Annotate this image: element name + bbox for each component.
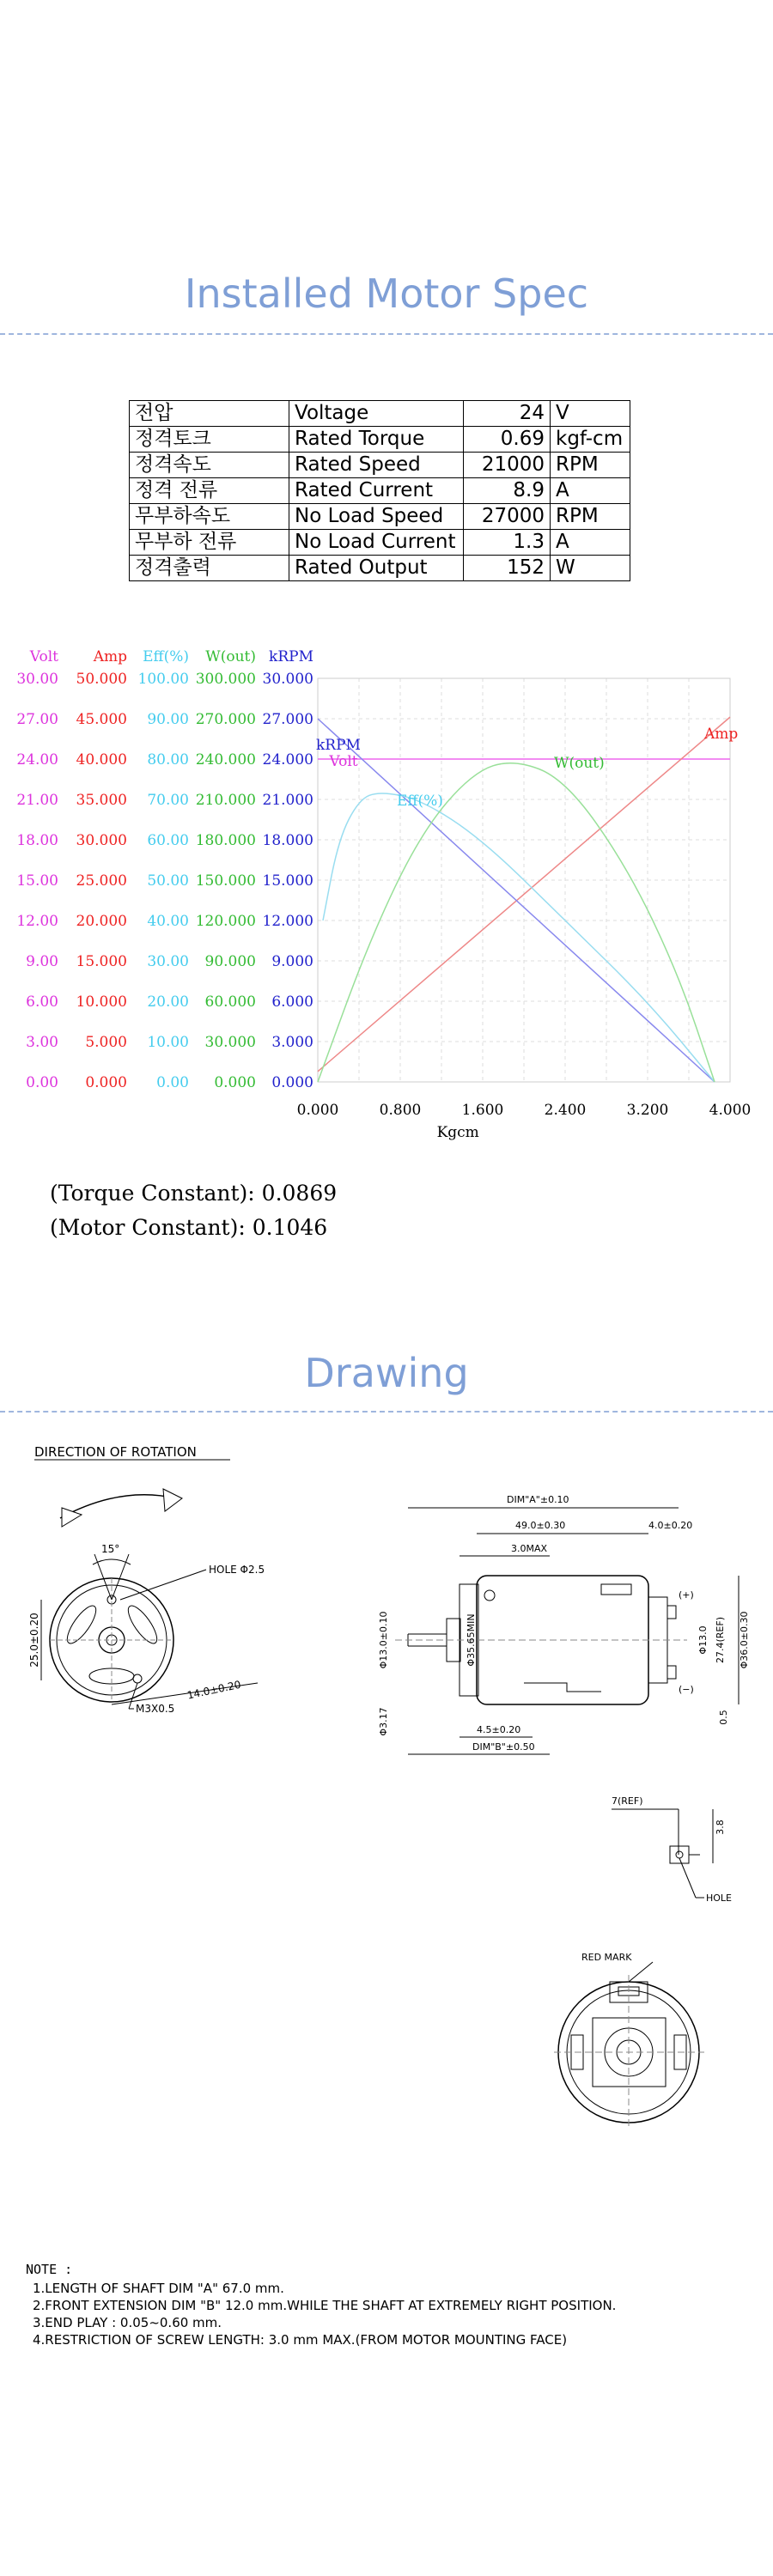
motor-constant: (Motor Constant): 0.1046 [50, 1215, 328, 1240]
spec-label-ko: 무부하 전류 [130, 530, 289, 556]
y-tick-label: 30.000 [262, 671, 313, 688]
dim-45-label: 4.5±0.20 [477, 1724, 521, 1735]
dim-4-label: 4.0±0.20 [648, 1520, 693, 1531]
spec-unit: V [551, 401, 630, 427]
hole-label: HOLE Φ2.5 [209, 1564, 265, 1576]
y-tick-label: 20.00 [147, 993, 189, 1011]
spec-section-title: Installed Motor Spec [184, 270, 589, 317]
y-axis-header: W(out) [205, 648, 256, 665]
angle-label: 15° [101, 1543, 120, 1555]
y-tick-label: 15.00 [16, 872, 58, 890]
y-tick-label: 9.00 [26, 953, 58, 970]
y-tick-label: 270.000 [195, 711, 256, 728]
x-tick-label: 4.000 [709, 1102, 752, 1119]
spec-label-en: Rated Torque [289, 427, 464, 453]
y-tick-label: 180.000 [195, 832, 256, 849]
note-title: NOTE : [26, 2262, 73, 2277]
m3-label: M3X0.5 [136, 1703, 175, 1715]
spec-label-en: Voltage [289, 401, 464, 427]
y-tick-label: 30.000 [204, 1034, 256, 1051]
y-tick-label: 30.000 [76, 832, 127, 849]
y-tick-label: 5.000 [85, 1034, 127, 1051]
series-label: Amp [704, 726, 739, 743]
spec-label-en: Rated Current [289, 478, 464, 504]
note-line: 1.LENGTH OF SHAFT DIM "A" 67.0 mm. [33, 2281, 284, 2296]
dim-3565-label: Φ35.65MIN [466, 1613, 477, 1667]
spec-unit: RPM [551, 453, 630, 478]
x-tick-label: 1.600 [461, 1102, 504, 1119]
y-tick-label: 3.00 [26, 1034, 58, 1051]
y-tick-label: 45.000 [76, 711, 127, 728]
spec-unit: RPM [551, 504, 630, 530]
table-row [130, 453, 630, 478]
series-line-krpm [318, 719, 715, 1082]
spec-label-ko: 정격토크 [130, 427, 289, 453]
y-tick-label: 10.00 [147, 1034, 189, 1051]
spec-unit: A [551, 530, 630, 556]
x-tick-label: 0.000 [296, 1102, 339, 1119]
y-tick-label: 24.00 [16, 751, 58, 769]
dim-13b-label: Φ13.0 [697, 1625, 709, 1655]
y-tick-label: 21.00 [16, 792, 58, 809]
performance-chart [0, 635, 773, 1168]
y-tick-label: 18.000 [262, 832, 313, 849]
spec-label-en: No Load Current [289, 530, 464, 556]
table-row [130, 401, 630, 427]
table-row [130, 530, 630, 556]
spec-unit: kgf-cm [551, 427, 630, 453]
spec-label-en: Rated Speed [289, 453, 464, 478]
y-tick-label: 20.000 [76, 913, 127, 930]
y-tick-label: 6.000 [271, 993, 313, 1011]
negative-terminal-label: (−) [679, 1684, 694, 1695]
spec-unit: W [551, 556, 630, 581]
dim-b-label: DIM"B"±0.50 [472, 1741, 535, 1753]
spec-value: 27000 [464, 504, 551, 530]
y-tick-label: 0.000 [85, 1074, 127, 1091]
spec-label-ko: 전압 [130, 401, 289, 427]
spec-label-en: No Load Speed [289, 504, 464, 530]
table-row [130, 556, 630, 581]
motor-front-view [50, 1554, 173, 1702]
note-line: 2.FRONT EXTENSION DIM "B" 12.0 mm.WHILE THE SHAFT AT EXTREMELY RIGHT POSITION. [33, 2298, 617, 2313]
dim-14-label: 14.0±0.20 [186, 1678, 242, 1702]
dim-317-label: Φ3.17 [378, 1707, 389, 1736]
y-tick-label: 15.000 [262, 872, 313, 890]
motor-drawing [0, 1425, 773, 2370]
spec-label-en: Rated Output [289, 556, 464, 581]
dim-7-label: 7(REF) [612, 1795, 643, 1807]
spec-value: 8.9 [464, 478, 551, 504]
section-divider [0, 1411, 773, 1413]
y-tick-label: 60.00 [147, 832, 189, 849]
y-tick-label: 27.00 [16, 711, 58, 728]
x-axis-label: Kgcm [436, 1124, 479, 1141]
y-tick-label: 0.00 [26, 1074, 58, 1091]
dim-05-label: 0.5 [718, 1710, 729, 1725]
dim-13-label: Φ13.0±0.10 [378, 1611, 389, 1669]
hole-label-2: HOLE [706, 1893, 733, 1904]
x-tick-label: 0.800 [379, 1102, 422, 1119]
torque-constant: (Torque Constant): 0.0869 [50, 1181, 338, 1206]
y-tick-label: 12.000 [262, 913, 313, 930]
y-tick-label: 0.000 [214, 1074, 256, 1091]
y-tick-label: 240.000 [195, 751, 256, 769]
y-axis-header: Volt [29, 648, 58, 665]
y-tick-label: 27.000 [262, 711, 313, 728]
y-tick-label: 0.00 [156, 1074, 189, 1091]
y-tick-label: 30.00 [16, 671, 58, 688]
table-row [130, 427, 630, 453]
drawing-section-title: Drawing [304, 1350, 469, 1396]
y-tick-label: 21.000 [262, 792, 313, 809]
y-tick-label: 12.00 [16, 913, 58, 930]
spec-unit: A [551, 478, 630, 504]
spec-label-ko: 정격 전류 [130, 478, 289, 504]
terminal-detail [612, 1795, 732, 1904]
y-tick-label: 70.00 [147, 792, 189, 809]
series-label: Volt [329, 753, 358, 770]
y-tick-label: 3.000 [271, 1034, 313, 1051]
y-tick-label: 90.000 [204, 953, 256, 970]
rotation-arrow-tail [62, 1508, 82, 1527]
y-axis-header: Amp [93, 648, 127, 665]
motor-rear-view [554, 1962, 704, 2129]
spec-value: 0.69 [464, 427, 551, 453]
y-tick-label: 10.000 [76, 993, 127, 1011]
direction-label: DIRECTION OF ROTATION [34, 1444, 197, 1460]
positive-terminal-label: (+) [679, 1589, 694, 1601]
dim-36-label: Φ36.0±0.30 [739, 1611, 750, 1669]
spec-label-ko: 무부하속도 [130, 504, 289, 530]
y-tick-label: 6.00 [26, 993, 58, 1011]
dim-38-label: 3.8 [715, 1820, 726, 1835]
y-tick-label: 300.000 [195, 671, 256, 688]
y-tick-label: 50.00 [147, 872, 189, 890]
y-tick-label: 40.000 [76, 751, 127, 769]
y-tick-label: 40.00 [147, 913, 189, 930]
y-tick-label: 30.00 [147, 953, 189, 970]
spec-value: 24 [464, 401, 551, 427]
spec-label-ko: 정격속도 [130, 453, 289, 478]
spec-value: 152 [464, 556, 551, 581]
y-tick-label: 120.000 [195, 913, 256, 930]
spec-table [129, 400, 630, 581]
spec-value: 21000 [464, 453, 551, 478]
dim-25-label: 25.0±0.20 [28, 1613, 40, 1668]
series-label: kRPM [316, 737, 361, 754]
y-tick-label: 0.000 [271, 1074, 313, 1091]
series-line-eff [323, 793, 715, 1082]
dim-274-label: 27.4(REF) [715, 1617, 726, 1663]
y-axis-header: Eff(%) [143, 648, 189, 665]
y-tick-label: 90.00 [147, 711, 189, 728]
motor-side-view [395, 1576, 687, 1704]
note-line: 3.END PLAY : 0.05~0.60 mm. [33, 2315, 222, 2330]
dim-a-label: DIM"A"±0.10 [507, 1494, 569, 1505]
series-line-wout [318, 763, 715, 1082]
y-tick-label: 35.000 [76, 792, 127, 809]
y-tick-label: 24.000 [262, 751, 313, 769]
x-tick-label: 2.400 [544, 1102, 587, 1119]
spec-label-ko: 정격출력 [130, 556, 289, 581]
series-label: W(out) [554, 755, 605, 772]
y-tick-label: 18.00 [16, 832, 58, 849]
y-tick-label: 210.000 [195, 792, 256, 809]
y-tick-label: 15.000 [76, 953, 127, 970]
y-tick-label: 150.000 [195, 872, 256, 890]
spec-value: 1.3 [464, 530, 551, 556]
section-divider [0, 333, 773, 335]
y-tick-label: 80.00 [147, 751, 189, 769]
y-axis-header: kRPM [269, 648, 313, 665]
y-tick-label: 9.000 [271, 953, 313, 970]
y-tick-label: 25.000 [76, 872, 127, 890]
dim-49-label: 49.0±0.30 [515, 1520, 566, 1531]
dim-3max-label: 3.0MAX [511, 1543, 548, 1554]
table-row [130, 478, 630, 504]
series-label: Eff(%) [397, 793, 443, 810]
table-row [130, 504, 630, 530]
red-mark-label: RED MARK [581, 1952, 632, 1963]
y-tick-label: 100.00 [137, 671, 189, 688]
y-tick-label: 50.000 [76, 671, 127, 688]
note-line: 4.RESTRICTION OF SCREW LENGTH: 3.0 mm MAX.(FROM MOTOR MOUNTING FACE) [33, 2332, 568, 2348]
y-tick-label: 60.000 [204, 993, 256, 1011]
x-tick-label: 3.200 [626, 1102, 669, 1119]
rotation-arrow-head [163, 1489, 182, 1511]
